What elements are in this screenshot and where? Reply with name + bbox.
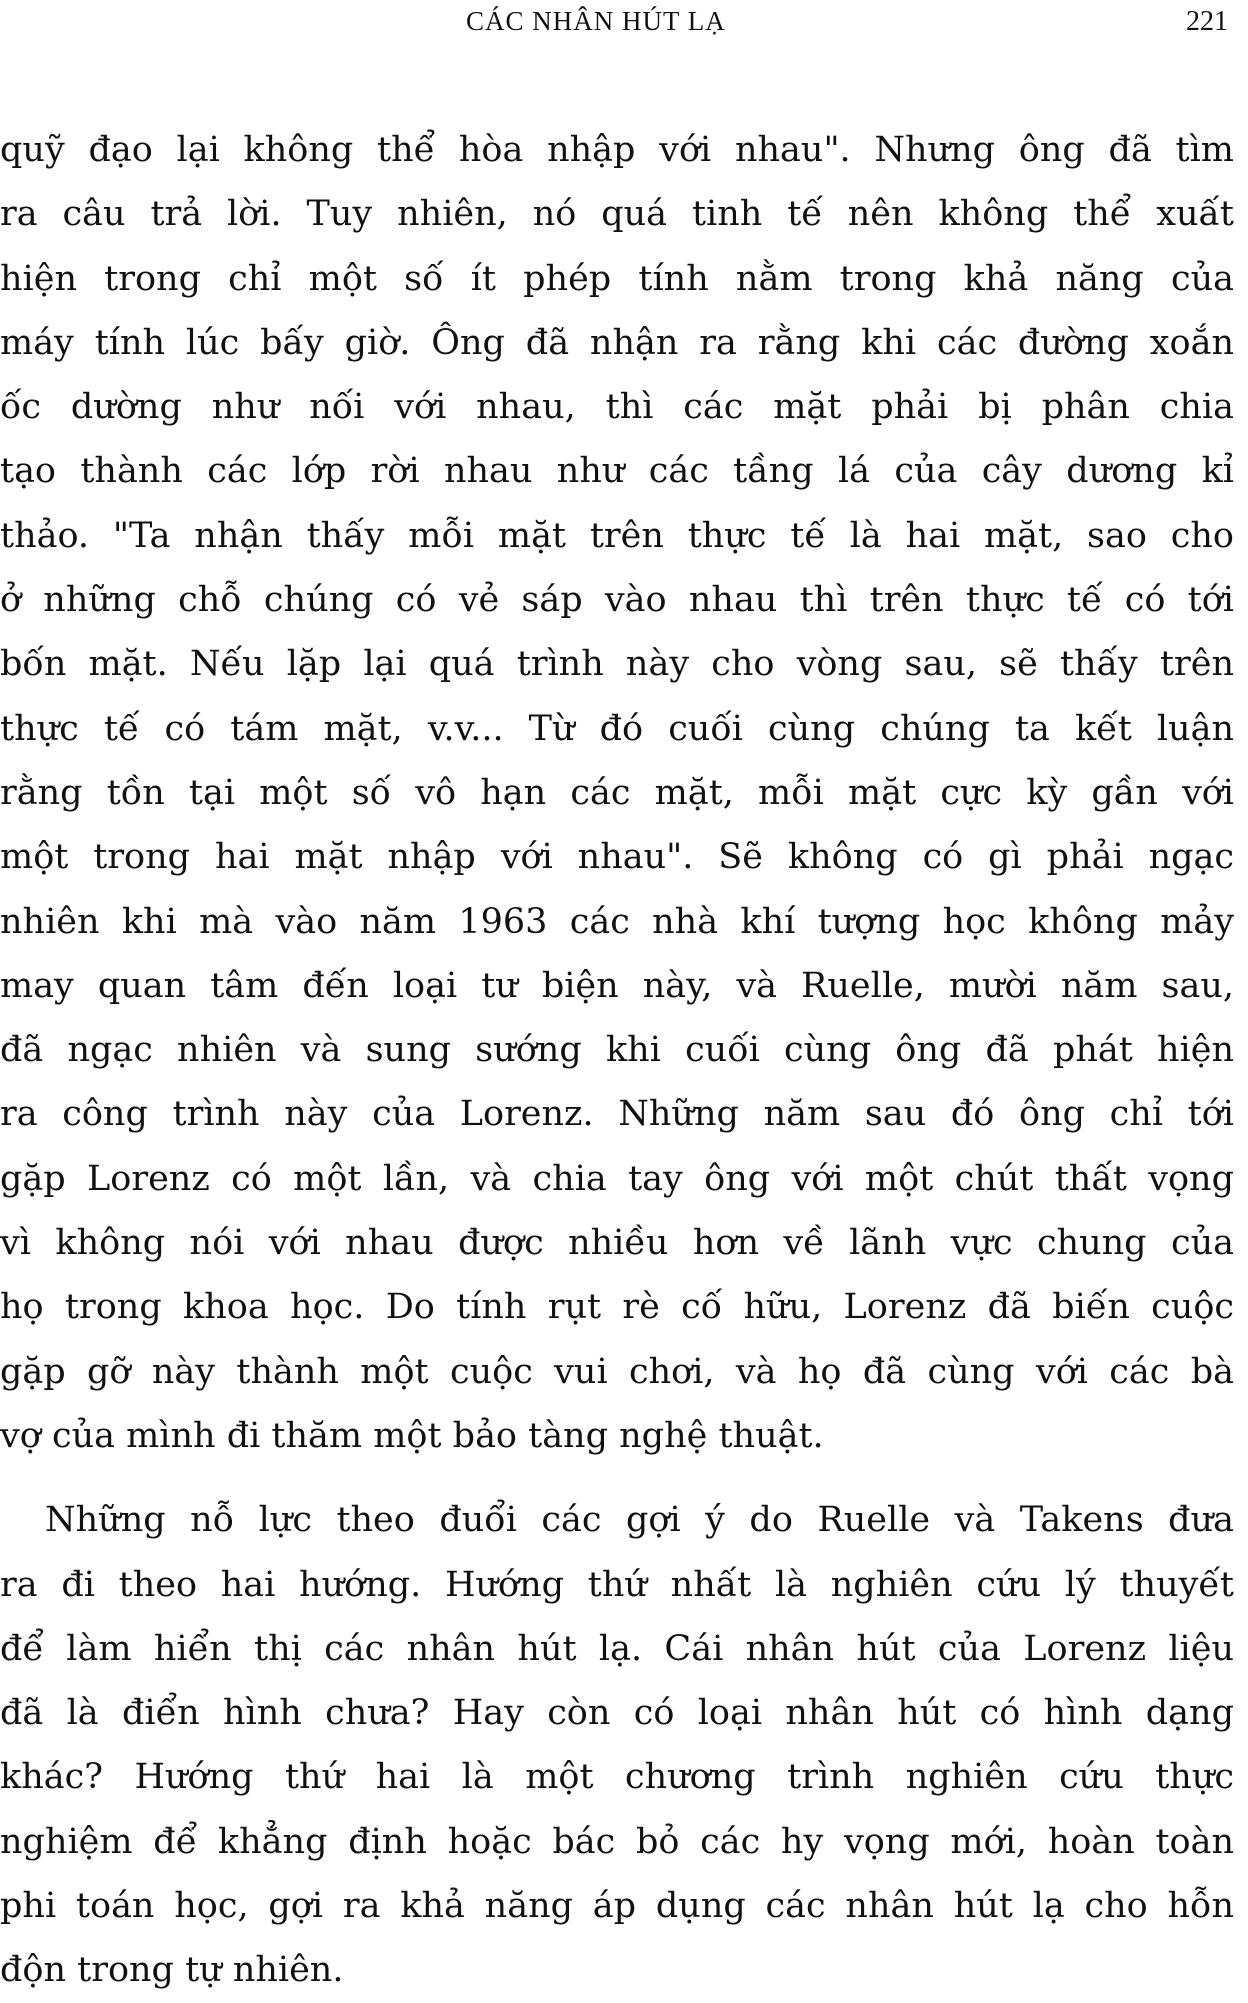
text-line: thực tế có tám mặt, v.v... Từ đó cuối cùng chúng ta kết luận (0, 708, 1234, 749)
text-line: vì không nói với nhau được nhiều hơn về lãnh vực chung của (0, 1223, 1234, 1264)
text-line: phi toán học, gợi ra khả năng áp dụng các nhân hút lạ cho hỗn (0, 1886, 1234, 1927)
text-line: ra câu trả lời. Tuy nhiên, nó quá tinh tế nên không thể xuất (0, 194, 1234, 235)
text-line: đã là điển hình chưa? Hay còn có loại nhân hút có hình dạng (0, 1693, 1234, 1734)
body-text (0, 118, 1234, 2003)
page-number: 221 (1186, 6, 1228, 37)
text-line: ra đi theo hai hướng. Hướng thứ nhất là nghiên cứu lý thuyết (0, 1564, 1234, 1605)
page-header (0, 2, 1248, 46)
text-line: ở những chỗ chúng có vẻ sáp vào nhau thì trên thực tế có tới (0, 580, 1234, 621)
text-line: họ trong khoa học. Do tính rụt rè cố hữu, Lorenz đã biến cuộc (0, 1287, 1234, 1328)
text-line: Những nỗ lực theo đuổi các gợi ý do Ruelle và Takens đưa (45, 1500, 1234, 1541)
text-line: thảo. "Ta nhận thấy mỗi mặt trên thực tế là hai mặt, sao cho (0, 515, 1234, 556)
text-line: để làm hiển thị các nhân hút lạ. Cái nhân hút của Lorenz liệu (0, 1628, 1234, 1669)
text-line: một trong hai mặt nhập với nhau". Sẽ không có gì phải ngạc (0, 837, 1234, 878)
text-line: gặp gỡ này thành một cuộc vui chơi, và họ đã cùng với các bà (0, 1351, 1234, 1392)
paragraph-1 (0, 118, 1234, 1468)
text-line: tạo thành các lớp rời nhau như các tầng lá của cây dương kỉ (0, 451, 1234, 492)
text-line: nghiệm để khẳng định hoặc bác bỏ các hy vọng mới, hoàn toàn (0, 1821, 1234, 1862)
text-line: ốc dường như nối với nhau, thì các mặt phải bị phân chia (0, 387, 1234, 428)
text-line: khác? Hướng thứ hai là một chương trình nghiên cứu thực (0, 1757, 1234, 1798)
text-line: gặp Lorenz có một lần, và chia tay ông với một chút thất vọng (0, 1158, 1234, 1199)
text-line: rằng tồn tại một số vô hạn các mặt, mỗi mặt cực kỳ gần với (0, 772, 1234, 813)
text-line: hiện trong chỉ một số ít phép tính nằm trong khả năng của (0, 258, 1234, 299)
text-line: bốn mặt. Nếu lặp lại quá trình này cho vòng sau, sẽ thấy trên (0, 644, 1234, 685)
text-line: ra công trình này của Lorenz. Những năm sau đó ông chỉ tới (0, 1094, 1234, 1135)
paragraph-2 (0, 1488, 1234, 2002)
running-title: CÁC NHÂN HÚT LẠ (466, 6, 726, 36)
text-line: may quan tâm đến loại tư biện này, và Ruelle, mười năm sau, (0, 965, 1234, 1006)
text-line: máy tính lúc bấy giờ. Ông đã nhận ra rằng khi các đường xoắn (0, 322, 1234, 363)
text-line: nhiên khi mà vào năm 1963 các nhà khí tượng học không mảy (0, 901, 1234, 942)
text-line: độn trong tự nhiên. (0, 1950, 344, 1991)
text-line: đã ngạc nhiên và sung sướng khi cuối cùng ông đã phát hiện (0, 1030, 1234, 1071)
text-line: quỹ đạo lại không thể hòa nhập với nhau". Nhưng ông đã tìm (0, 130, 1234, 170)
paragraph-spacer (0, 1468, 1234, 1488)
text-line: vợ của mình đi thăm một bảo tàng nghệ thuật. (0, 1415, 824, 1456)
